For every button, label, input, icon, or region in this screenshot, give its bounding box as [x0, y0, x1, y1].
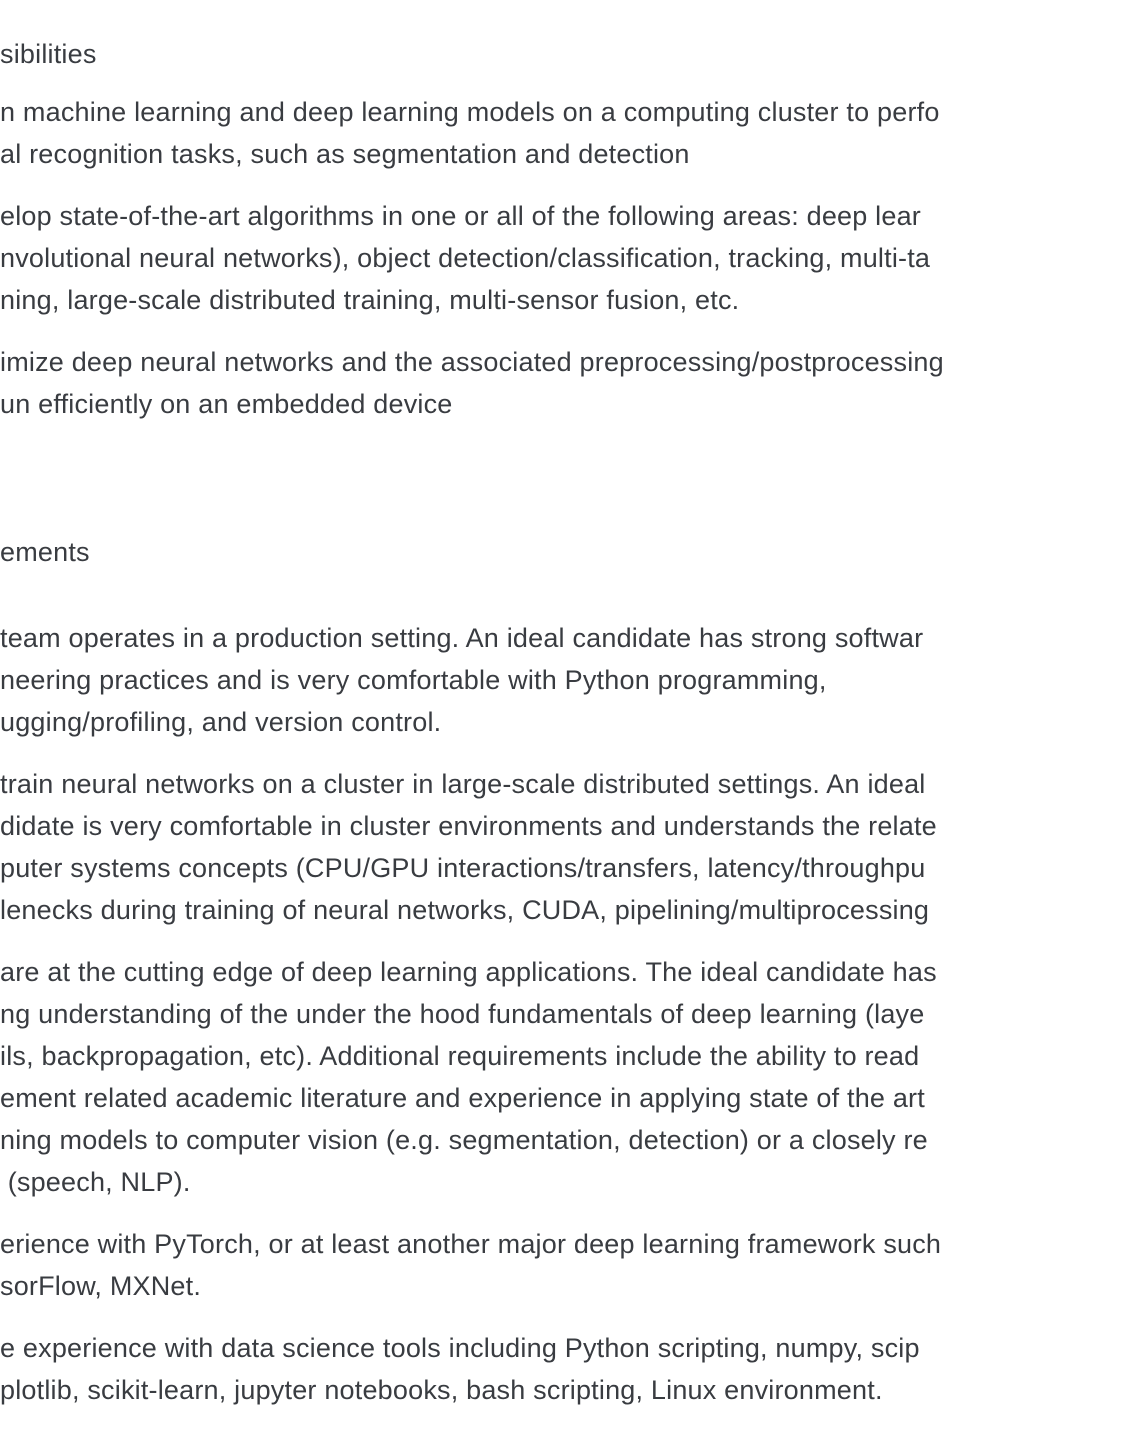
- requirement-line: ils, backpropagation, etc). Additional requirements include the ability to read: [0, 1041, 920, 1071]
- responsibility-line: elop state-of-the-art algorithms in one or all of the following areas: deep lear: [0, 201, 922, 231]
- requirement-line: sorFlow, MXNet.: [0, 1271, 202, 1301]
- responsibility-line: un efficiently on an embedded device: [0, 389, 453, 419]
- responsibility-line: n machine learning and deep learning models on a computing cluster to perfo: [0, 97, 940, 127]
- requirement-line: didate is very comfortable in cluster environments and understands the relate: [0, 811, 937, 841]
- responsibility-line: imize deep neural networks and the associated preprocessing/postprocessing: [0, 347, 944, 377]
- requirement-line: lenecks during training of neural networks, CUDA, pipelining/multiprocessing: [0, 895, 930, 925]
- responsibility-line: ning, large-scale distributed training, multi-sensor fusion, etc.: [0, 285, 740, 315]
- requirement-line: plotlib, scikit-learn, jupyter notebooks, bash scripting, Linux environment.: [0, 1375, 883, 1405]
- requirement-line: e experience with data science tools including Python scripting, numpy, scip: [0, 1333, 920, 1363]
- requirement-line: ning models to computer vision (e.g. segmentation, detection) or a closely re: [0, 1125, 928, 1155]
- section-heading-responsibilities: sibilities: [0, 39, 97, 69]
- requirement-line: ng understanding of the under the hood fundamentals of deep learning (laye: [0, 999, 925, 1029]
- requirement-line: are at the cutting edge of deep learning applications. The ideal candidate has: [0, 957, 937, 987]
- requirement-line: ugging/profiling, and version control.: [0, 707, 442, 737]
- section-heading-requirements: ements: [0, 537, 90, 567]
- requirement-line: erience with PyTorch, or at least another major deep learning framework such: [0, 1229, 942, 1259]
- responsibility-line: nvolutional neural networks), object detection/classification, tracking, multi-ta: [0, 243, 931, 273]
- requirement-line: neering practices and is very comfortable with Python programming,: [0, 665, 827, 695]
- requirement-line: ement related academic literature and experience in applying state of the art: [0, 1083, 925, 1113]
- requirement-line: train neural networks on a cluster in large-scale distributed settings. An ideal: [0, 769, 926, 799]
- requirement-line: team operates in a production setting. An ideal candidate has strong softwar: [0, 623, 924, 653]
- requirement-line: (speech, NLP).: [0, 1167, 191, 1197]
- requirement-line: puter systems concepts (CPU/GPU interactions/transfers, latency/throughpu: [0, 853, 926, 883]
- responsibility-line: al recognition tasks, such as segmentation and detection: [0, 139, 690, 169]
